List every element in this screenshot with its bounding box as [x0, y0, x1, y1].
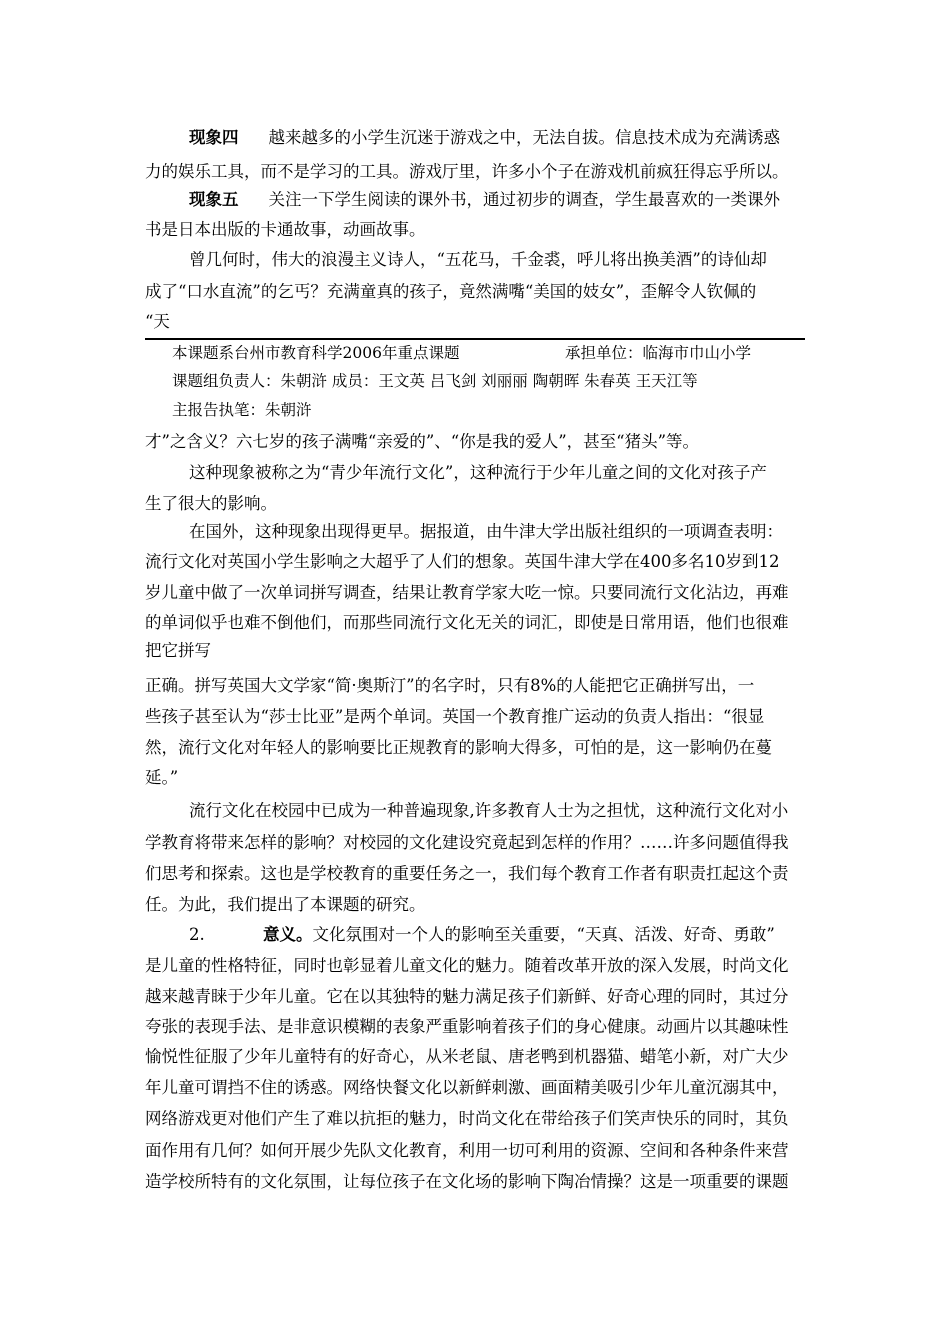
text-line: 夸张的表现手法、是非意识模糊的表象严重影响着孩子们的身心健康。动画片以其趣味性: [145, 1017, 789, 1036]
text-line: 文化氛围对一个人的影响至关重要，“天真、活泼、好奇、勇敢”: [312, 925, 775, 944]
text-line: 面作用有几何？如何开展少先队文化教育，利用一切可利用的资源、空间和各种条件来营: [145, 1141, 789, 1160]
text-line: 这种现象被称之为“青少年流行文化”，这种流行于少年儿童之间的文化对孩子产: [189, 463, 767, 482]
text-line: 些孩子甚至认为“莎士比亚”是两个单词。英国一个教育推广运动的负责人指出：“很显: [145, 707, 765, 726]
phenomenon-four-label: 现象四: [189, 128, 239, 147]
text-line: 造学校所特有的文化氛围，让每位孩子在文化场的影响下陶冶情操？这是一项重要的课题: [145, 1172, 789, 1191]
footnote-project-text: 本课题系台州市教育科学2006年重点课题: [172, 344, 460, 362]
text-line: 们思考和探索。这也是学校教育的重要任务之一，我们每个教育工作者有职责扛起这个责: [145, 864, 789, 883]
paragraph-phenomenon-five: [189, 183, 805, 217]
text-line: 越来越多的小学生沉迷于游戏之中，无法自拔。信息技术成为充满诱惑: [268, 128, 780, 147]
paragraph-phenomenon-four: [189, 121, 805, 155]
text-line: 是儿童的性格特征，同时也彰显着儿童文化的魅力。随着改革开放的深入发展，时尚文化: [145, 956, 789, 975]
phenomenon-five-label: 现象五: [189, 190, 239, 209]
text-line: 任。为此，我们提出了本课题的研究。: [145, 895, 426, 914]
footnote-project: [172, 340, 459, 366]
footnote-members: 课题组负责人：朱朝浒 成员：王文英 吕飞剑 刘丽丽 陶朝晖 朱春英 王天江等: [172, 372, 698, 390]
text-line: “天: [145, 312, 170, 331]
paragraph-significance: [189, 918, 805, 952]
text-line: 越来越青睐于少年儿童。它在以其独特的魅力满足孩子们新鲜、好奇心理的同时，其过分: [145, 987, 789, 1006]
text-line: 生了很大的影响。: [145, 494, 277, 513]
text-line: 把它拼写: [145, 641, 211, 660]
section-number: 2.: [189, 925, 205, 944]
text-line: 成了“口水直流”的乞丐？充满童真的孩子，竟然满嘴“美国的妓女”，歪解令人钦佩的: [145, 282, 757, 301]
text-line: 书是日本出版的卡通故事，动画故事。: [145, 220, 426, 239]
text-line: 年儿童可谓挡不住的诱惑。网络快餐文化以新鲜刺激、画面精美吸引少年儿童沉溺其中，: [145, 1078, 789, 1097]
text-line: 才”之含义？六七岁的孩子满嘴“亲爱的”、“你是我的爱人”，甚至“猪头”等。: [145, 432, 700, 451]
text-line: 力的娱乐工具，而不是学习的工具。游戏厅里，许多小个子在游戏机前疯狂得忘乎所以。: [145, 162, 789, 181]
text-line: 岁儿童中做了一次单词拼写调查，结果让教育学家大吃一惊。只要同流行文化沾边，再难: [145, 583, 789, 602]
text-line: 延。”: [145, 768, 179, 787]
text-line: 然，流行文化对年轻人的影响要比正规教育的影响大得多，可怕的是，这一影响仍在蔓: [145, 738, 772, 757]
text-line: 在国外，这种现象出现得更早。据报道，由牛津大学出版社组织的一项调查表明：: [189, 522, 783, 541]
text-line: 关注一下学生阅读的课外书，通过初步的调查，学生最喜欢的一类课外: [268, 190, 780, 209]
text-line: 的单词似乎也难不倒他们，而那些同流行文化无关的词汇，即使是日常用语，他们也很难: [145, 613, 789, 632]
text-line: 正确。拼写英国大文学家“简·奥斯汀”的名字时，只有8%的人能把它正确拼写出，一: [145, 676, 755, 695]
text-line: 流行文化在校园中已成为一种普遍现象,许多教育人士为之担忧，这种流行文化对小: [189, 801, 789, 820]
text-line: 网络游戏更对他们产生了难以抗拒的魅力，时尚文化在带给孩子们笑声快乐的同时，其负: [145, 1109, 789, 1128]
text-line: 流行文化对英国小学生影响之大超乎了人们的想象。英国牛津大学在400多名10岁到12: [145, 552, 780, 571]
footnote-unit: 承担单位：临海市巾山小学: [565, 344, 752, 362]
text-line: 学教育将带来怎样的影响？对校园的文化建设究竟起到怎样的作用？……许多问题值得我: [145, 833, 789, 852]
footnote-author: 主报告执笔：朱朝浒: [172, 401, 312, 419]
text-line: 愉悦性征服了少年儿童特有的好奇心，从米老鼠、唐老鸭到机器猫、蜡笔小新，对广大少: [145, 1047, 789, 1066]
text-line: 曾几何时，伟大的浪漫主义诗人，“五花马，千金裘，呼儿将出换美酒”的诗仙却: [189, 250, 767, 269]
section-heading: 意义。: [263, 925, 313, 944]
